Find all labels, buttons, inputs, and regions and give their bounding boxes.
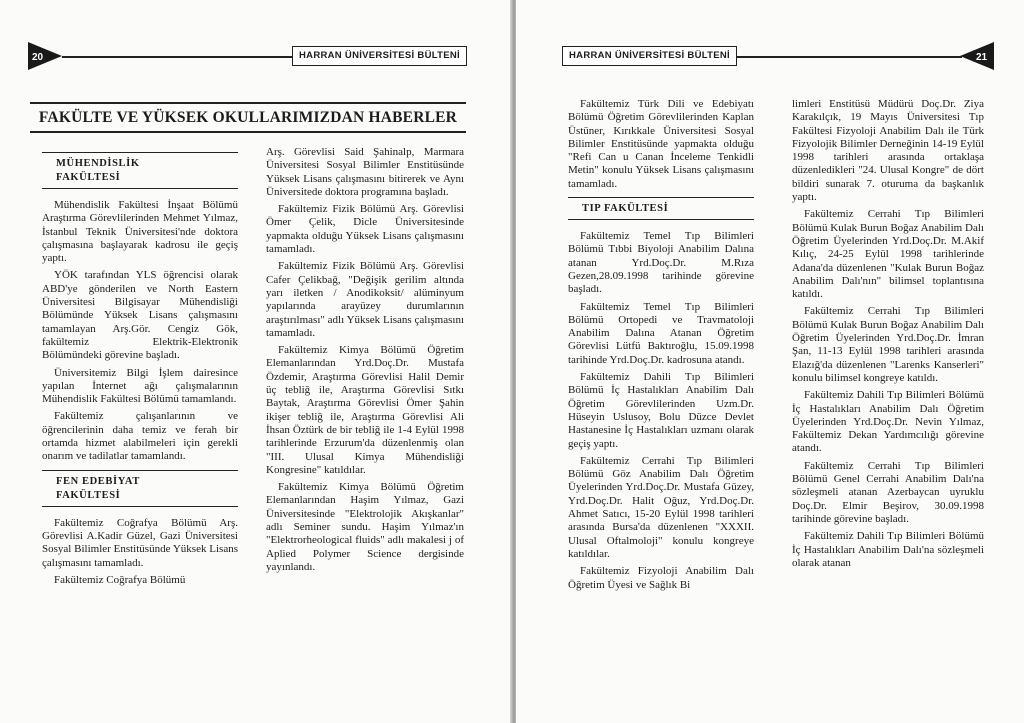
paragraph: Fakültemiz Dahili Tıp Bilimleri Bölümü İç Hastalıkları Anabilim Dalı'na sözleşmeli olarak atanan — [792, 530, 984, 569]
paragraph: Fakültemiz Coğrafya Bölümü — [54, 573, 186, 586]
section-heading-fen-edebiyat — [42, 470, 238, 507]
header-rule-right — [732, 56, 962, 58]
left-column-1 — [42, 146, 238, 591]
section-heading-tip — [568, 197, 754, 220]
paragraph: Arş. Görevlisi Said Şahinalp, Marmara Üniversitesi Sosyal Bilimler Enstitüsünde Yüksek Lisans çalışmasını bitirerek ve Aynı Üniversitede doktora programına başladı. — [266, 146, 464, 198]
paragraph: Fakültemiz Türk Dili ve Edebiyatı Bölümü Öğretim Görevlilerinden Kaplan Üstüner, Kırıkkale Üniversitesi Sosyal Bilimler Enstitüsünde yapmakta olduğu "Refi Can u Canan İnceleme Tenkidli Metin" konulu Yüksek Lisans çalışmasını tamamladı. — [568, 98, 754, 190]
right-column-2 — [792, 98, 984, 574]
section-heading-line: MÜHENDİSLİK — [56, 158, 140, 169]
paragraph: Fakültemiz Cerrahi Tıp Bilimleri Bölümü Kulak Burun Boğaz Anabilim Dalı Öğretim Üyelerinden Yrd.Doç.Dr. M.Akif Kılıç, 24-25 Eylül 1998 tarihlerinde Adana'da düzenlenen "Kulak Burun Boğaz Anabilim Dalı'nın" bilimsel toplantısına katıldı. — [792, 208, 984, 301]
paragraph: Fakültemiz çalışanlarının ve öğrencilerinin daha temiz ve ferah bir ortamda hizmet alabilmeleri için gerekli onarım ve tadilatlar tamamlandı. — [42, 410, 238, 463]
page-number-left: 20 — [32, 52, 44, 63]
section-heading-line: FAKÜLTESİ — [56, 489, 121, 501]
section-heading-line: FEN EDEBİYAT — [56, 475, 140, 487]
paragraph: Mühendislik Fakültesi İnşaat Bölümü Araştırma Görevlilerinden Mehmet Yılmaz, İstanbul Teknik Üniversitesi'nde doktora çalışmasına başlayarak kadrosu ile geçiş yaptı. — [42, 199, 238, 265]
section-heading-line: FAKÜLTESİ — [56, 172, 121, 183]
paragraph: Fakültemiz Temel Tıp Bilimleri Bölümü Ortopedi ve Travmatoloji Anabilim Dalına Atanan Öğretim Görevlisi Lütfü Baktıroğlu, 15.09.1998 tarihinde Yrd.Doç.Dr. kadrosuna atandı. — [568, 300, 754, 366]
paragraph: Fakültemiz Temel Tıp Bilimleri Bölümü Tıbbi Biyoloji Anabilim Dalına atanan Yrd.Doç.Dr. M.Rıza Gezen,28.09.1998 tarihinde görevine başladı. — [568, 230, 754, 296]
page-number-right: 21 — [976, 52, 988, 63]
right-column-1 — [568, 98, 754, 596]
paragraph: Fakültemiz Cerrahi Tıp Bilimleri Bölümü Göz Anabilim Dalı Öğretim Üyelerinden Yrd.Doç.Dr. Mustafa Güzey, Yrd.Doç.Dr. Halit Oğuz, Yrd.Doç.Dr. Ahmet Satıcı, 15-20 Eylül 1998 tarihleri arasında Bursa'da düzenlenen "XXXII. Ulusal Oftalmoloji" konulu kongreye katıldılar. — [568, 454, 754, 560]
section-heading-muhendislik — [42, 152, 238, 189]
paragraph: Fakültemiz Dahili Tıp Bilimleri Bölümü İç Hastalıkları Anabilim Dalı Öğretim Görevlilerinden Uzm.Dr. Hüseyin Uslusoy, Bolu Düzce Devlet Hastanesine İç Hastalıkları uzmanı olarak geçiş yaptı. — [568, 371, 754, 450]
paragraph: Fakültemiz Fizik Bölümü Arş. Görevlisi Ömer Çelik, Dicle Üniversitesinde yapmakta olduğu Yüksek Lisans çalışmasını tamamladı. — [266, 203, 464, 256]
paragraph: YÖK tarafından YLS öğrencisi olarak ABD'ye gönderilen ve North Eastern Üniversitesi Bilgisayar Mühendisliği Bölümünde Yüksek Lisans çalışmasını tamamlayan Arş.Gör. Cengiz Gök, fakültemiz Elektrik-Elektronik Bölümündeki görevine başladı. — [42, 269, 238, 362]
paragraph: Fakültemiz Cerrahi Tıp Bilimleri Bölümü Kulak Burun Boğaz Anabilim Dalı Öğretim Üyelerinden Yrd.Doç.Dr. İmran Şan, 11-13 Eylül 1998 tarihleri arasında Elazığ'da düzenlenen "Larenks Kanserleri" konulu bilimsel kongreye katıldı. — [792, 305, 984, 384]
paragraph: Fakültemiz Kimya Bölümü Öğretim Elemanlarından Haşim Yılmaz, Gazi Üniversitesinde "Elektrolojik Akışkanlar" adlı Seminer sundu. Haşim Yılmaz'ın "Elektrorheological fluids" adlı makalesi j of Aplied Polymer Science dergisinde yayınlandı. — [266, 481, 464, 573]
right-page — [516, 0, 1024, 723]
left-column-2 — [266, 146, 464, 578]
paragraph: Fakültemiz Dahili Tıp Bilimleri Bölümü İç Hastalıkları Anabilim Dalı Öğretim Üyelerinden Yrd.Doç.Dr. Nevin Yılmaz, Fakültemiz Dekan Yardımcılığı görevine atandı. — [792, 389, 984, 455]
paragraph: Fakültemiz Fizyoloji Anabilim Dalı Öğretim Üyesi ve Sağlık Bi — [568, 565, 754, 591]
main-title: FAKÜLTE VE YÜKSEK OKULLARIMIZDAN HABERLER — [30, 102, 466, 133]
header-label-left: HARRAN ÜNİVERSİTESİ BÜLTENİ — [292, 46, 467, 66]
paragraph: limleri Enstitüsü Müdürü Doç.Dr. Ziya Karakılçık, 19 Mayıs Üniversitesi Tıp Fakültesi Fizyoloji Anabilim Dalı ile Türk Fizyolojik Bilimler Derneğinin 14-19 Eylül 1998 tarihleri arasında ortaklaşa düzenledikleri "24. Ulusal Kongre" de dört bildiri sunarak 7. oturuma da başkanlık yaptı. — [792, 98, 984, 204]
section-heading-line: TIP FAKÜLTESİ — [582, 203, 669, 215]
paragraph: Üniversitemiz Bilgi İşlem dairesince yapılan İnternet ağı çalışmalarının Mühendislik Fakültesi Bölümü tamamlandı. — [42, 366, 238, 406]
header-label-right: HARRAN ÜNİVERSİTESİ BÜLTENİ — [562, 46, 737, 66]
paragraph: Fakültemiz Kimya Bölümü Öğretim Elemanlarından Yrd.Doç.Dr. Mustafa Özdemir, Araştırma Görevlisi Halil Demir üç tebliğ ile, Araştırma Görevlisi Sıtkı Baytak, Araştırma Görevlisi Ömer Şahin ikişer tebliğ ile, Araştırma Görevlisi Ali İhsan Öztürk de bir tebliğ ile 1-4 Eylül 1998 tarihlerinde Erzurum'da düzenlenmiş olan "III. Ulusal Kimya Mühendisliği Kongresine" katıldılar. — [266, 344, 464, 476]
paragraph: Fakültemiz Fizik Bölümü Arş. Görevlisi Cafer Çelikbağ, "Değişik gerilim altında yarı iletken / Anodikoksit/ alüminyum yapılarında arayüzey durumlarının araştırılması" adlı Yüksek Lisans çalışmasını tamamladı. — [266, 260, 464, 339]
header-rule-left — [62, 56, 292, 58]
paragraph: Fakültemiz Cerrahi Tıp Bilimleri Bölümü Genel Cerrahi Anabilim Dalı'na sözleşmeli atanan Azerbaycan uyruklu Doç.Dr. Elmir Beşirov, 30.09.1998 tarihinde görevine başladı. — [792, 459, 984, 525]
paragraph: Fakültemiz Coğrafya Bölümü Arş. Görevlisi A.Kadir Güzel, Gazi Üniversitesi Sosyal Bilimler Enstitüsünde Yüksek Lisans çalışmasını tamamladı. — [42, 516, 238, 569]
